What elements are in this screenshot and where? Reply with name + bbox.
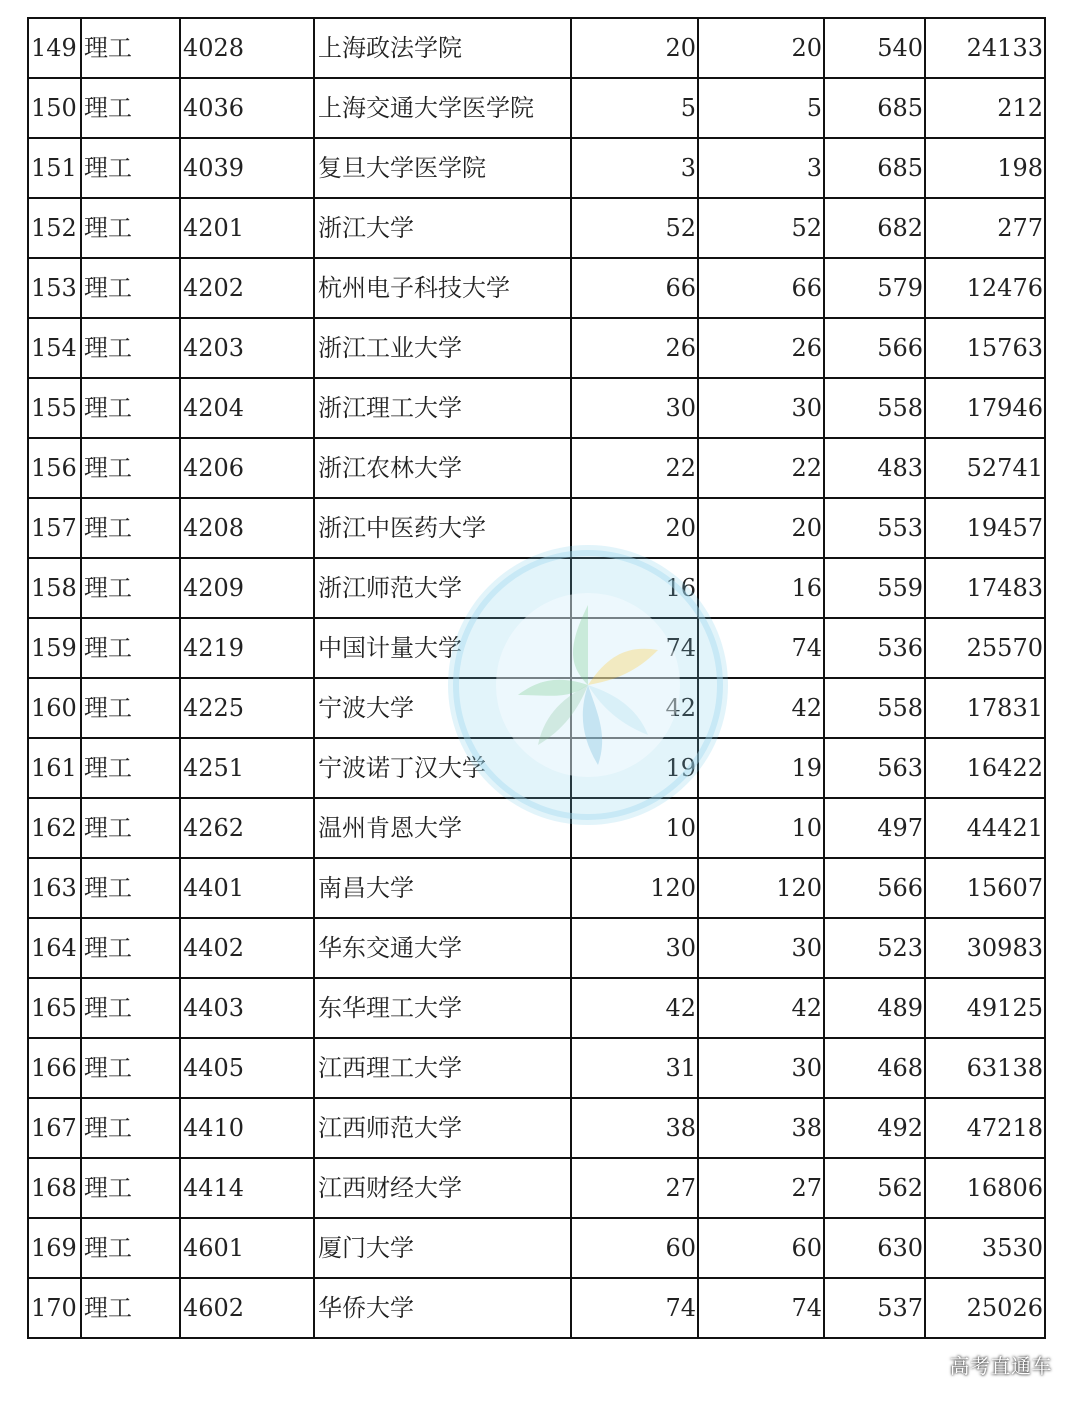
school-code-cell: 4403 [180,978,314,1038]
min-score-cell: 468 [824,1038,925,1098]
plan-count-cell: 5 [571,78,698,138]
category-cell: 理工 [81,1158,180,1218]
plan-count-cell: 16 [571,558,698,618]
row-number: 161 [28,738,81,798]
row-number: 164 [28,918,81,978]
min-score-cell: 492 [824,1098,925,1158]
row-number: 158 [28,558,81,618]
school-name-cell: 浙江中医药大学 [314,498,571,558]
category-cell: 理工 [81,1218,180,1278]
table-row [28,918,1045,978]
min-score-cell: 558 [824,378,925,438]
plan-count-cell: 66 [571,258,698,318]
min-score-cell: 566 [824,858,925,918]
school-code-cell: 4251 [180,738,314,798]
school-code-cell: 4262 [180,798,314,858]
school-code-cell: 4036 [180,78,314,138]
admitted-count-cell: 5 [698,78,824,138]
plan-count-cell: 120 [571,858,698,918]
min-score-cell: 537 [824,1278,925,1338]
school-name-cell: 浙江理工大学 [314,378,571,438]
category-cell: 理工 [81,918,180,978]
category-cell: 理工 [81,1038,180,1098]
school-name-cell: 华侨大学 [314,1278,571,1338]
admitted-count-cell: 42 [698,978,824,1038]
row-number: 168 [28,1158,81,1218]
rank-cell: 52741 [925,438,1045,498]
category-cell: 理工 [81,78,180,138]
school-code-cell: 4203 [180,318,314,378]
rank-cell: 19457 [925,498,1045,558]
row-number: 165 [28,978,81,1038]
category-cell: 理工 [81,738,180,798]
table-row [28,1158,1045,1218]
rank-cell: 24133 [925,18,1045,78]
table-row [28,1038,1045,1098]
min-score-cell: 630 [824,1218,925,1278]
category-cell: 理工 [81,618,180,678]
school-name-cell: 浙江师范大学 [314,558,571,618]
school-name-cell: 华东交通大学 [314,918,571,978]
school-name-cell: 东华理工大学 [314,978,571,1038]
plan-count-cell: 10 [571,798,698,858]
category-cell: 理工 [81,798,180,858]
admitted-count-cell: 74 [698,1278,824,1338]
admitted-count-cell: 27 [698,1158,824,1218]
row-number: 151 [28,138,81,198]
school-name-cell: 上海政法学院 [314,18,571,78]
school-code-cell: 4410 [180,1098,314,1158]
admitted-count-cell: 26 [698,318,824,378]
min-score-cell: 553 [824,498,925,558]
rank-cell: 63138 [925,1038,1045,1098]
row-number: 166 [28,1038,81,1098]
table-row [28,738,1045,798]
min-score-cell: 579 [824,258,925,318]
category-cell: 理工 [81,378,180,438]
plan-count-cell: 38 [571,1098,698,1158]
admitted-count-cell: 16 [698,558,824,618]
school-name-cell: 上海交通大学医学院 [314,78,571,138]
row-number: 167 [28,1098,81,1158]
school-code-cell: 4401 [180,858,314,918]
min-score-cell: 562 [824,1158,925,1218]
min-score-cell: 559 [824,558,925,618]
row-number: 150 [28,78,81,138]
admitted-count-cell: 52 [698,198,824,258]
school-code-cell: 4225 [180,678,314,738]
category-cell: 理工 [81,498,180,558]
admitted-count-cell: 20 [698,18,824,78]
school-code-cell: 4602 [180,1278,314,1338]
row-number: 159 [28,618,81,678]
min-score-cell: 489 [824,978,925,1038]
rank-cell: 198 [925,138,1045,198]
table-row [28,78,1045,138]
row-number: 157 [28,498,81,558]
school-name-cell: 温州肯恩大学 [314,798,571,858]
school-code-cell: 4405 [180,1038,314,1098]
admitted-count-cell: 22 [698,438,824,498]
table-row [28,318,1045,378]
category-cell: 理工 [81,198,180,258]
admitted-count-cell: 30 [698,918,824,978]
min-score-cell: 497 [824,798,925,858]
min-score-cell: 685 [824,78,925,138]
admitted-count-cell: 74 [698,618,824,678]
plan-count-cell: 3 [571,138,698,198]
admitted-count-cell: 60 [698,1218,824,1278]
school-name-cell: 江西财经大学 [314,1158,571,1218]
row-number: 149 [28,18,81,78]
min-score-cell: 566 [824,318,925,378]
table-row [28,18,1045,78]
rank-cell: 17831 [925,678,1045,738]
plan-count-cell: 74 [571,618,698,678]
admitted-count-cell: 66 [698,258,824,318]
plan-count-cell: 27 [571,1158,698,1218]
table-row [28,138,1045,198]
school-name-cell: 浙江农林大学 [314,438,571,498]
school-code-cell: 4039 [180,138,314,198]
plan-count-cell: 74 [571,1278,698,1338]
row-number: 160 [28,678,81,738]
admission-table [27,17,1046,1339]
rank-cell: 15607 [925,858,1045,918]
plan-count-cell: 42 [571,978,698,1038]
corner-watermark-text: 高考直通车 [949,1354,1052,1378]
admitted-count-cell: 42 [698,678,824,738]
school-code-cell: 4209 [180,558,314,618]
admitted-count-cell: 30 [698,378,824,438]
school-name-cell: 厦门大学 [314,1218,571,1278]
min-score-cell: 536 [824,618,925,678]
category-cell: 理工 [81,858,180,918]
min-score-cell: 685 [824,138,925,198]
table-row [28,558,1045,618]
school-code-cell: 4201 [180,198,314,258]
rank-cell: 49125 [925,978,1045,1038]
rank-cell: 25570 [925,618,1045,678]
rank-cell: 277 [925,198,1045,258]
category-cell: 理工 [81,978,180,1038]
min-score-cell: 563 [824,738,925,798]
school-name-cell: 南昌大学 [314,858,571,918]
school-code-cell: 4202 [180,258,314,318]
rank-cell: 30983 [925,918,1045,978]
table-row [28,678,1045,738]
school-code-cell: 4601 [180,1218,314,1278]
table-row [28,1098,1045,1158]
plan-count-cell: 52 [571,198,698,258]
rank-cell: 15763 [925,318,1045,378]
min-score-cell: 540 [824,18,925,78]
admitted-count-cell: 10 [698,798,824,858]
rank-cell: 16806 [925,1158,1045,1218]
school-name-cell: 杭州电子科技大学 [314,258,571,318]
category-cell: 理工 [81,1278,180,1338]
category-cell: 理工 [81,318,180,378]
row-number: 170 [28,1278,81,1338]
row-number: 153 [28,258,81,318]
plan-count-cell: 30 [571,378,698,438]
rank-cell: 25026 [925,1278,1045,1338]
admitted-count-cell: 19 [698,738,824,798]
table-row [28,858,1045,918]
school-name-cell: 江西师范大学 [314,1098,571,1158]
category-cell: 理工 [81,438,180,498]
school-name-cell: 江西理工大学 [314,1038,571,1098]
rank-cell: 17946 [925,378,1045,438]
plan-count-cell: 19 [571,738,698,798]
table-row [28,378,1045,438]
category-cell: 理工 [81,138,180,198]
admitted-count-cell: 20 [698,498,824,558]
rank-cell: 12476 [925,258,1045,318]
row-number: 169 [28,1218,81,1278]
min-score-cell: 558 [824,678,925,738]
admitted-count-cell: 30 [698,1038,824,1098]
rank-cell: 17483 [925,558,1045,618]
school-name-cell: 浙江工业大学 [314,318,571,378]
school-code-cell: 4204 [180,378,314,438]
category-cell: 理工 [81,258,180,318]
plan-count-cell: 20 [571,498,698,558]
table-row [28,1278,1045,1338]
min-score-cell: 483 [824,438,925,498]
rank-cell: 212 [925,78,1045,138]
plan-count-cell: 60 [571,1218,698,1278]
table-row [28,258,1045,318]
table-row [28,198,1045,258]
school-code-cell: 4028 [180,18,314,78]
plan-count-cell: 22 [571,438,698,498]
rank-cell: 47218 [925,1098,1045,1158]
admitted-count-cell: 3 [698,138,824,198]
table-row [28,438,1045,498]
school-name-cell: 浙江大学 [314,198,571,258]
row-number: 155 [28,378,81,438]
school-code-cell: 4414 [180,1158,314,1218]
min-score-cell: 523 [824,918,925,978]
school-code-cell: 4219 [180,618,314,678]
school-name-cell: 中国计量大学 [314,618,571,678]
category-cell: 理工 [81,558,180,618]
rank-cell: 44421 [925,798,1045,858]
school-code-cell: 4208 [180,498,314,558]
table-row [28,978,1045,1038]
admitted-count-cell: 38 [698,1098,824,1158]
row-number: 162 [28,798,81,858]
plan-count-cell: 31 [571,1038,698,1098]
rank-cell: 16422 [925,738,1045,798]
category-cell: 理工 [81,678,180,738]
category-cell: 理工 [81,18,180,78]
row-number: 152 [28,198,81,258]
plan-count-cell: 26 [571,318,698,378]
table-row [28,798,1045,858]
school-code-cell: 4402 [180,918,314,978]
table-row [28,498,1045,558]
plan-count-cell: 42 [571,678,698,738]
plan-count-cell: 30 [571,918,698,978]
row-number: 163 [28,858,81,918]
school-code-cell: 4206 [180,438,314,498]
school-name-cell: 宁波诺丁汉大学 [314,738,571,798]
row-number: 154 [28,318,81,378]
admitted-count-cell: 120 [698,858,824,918]
school-name-cell: 宁波大学 [314,678,571,738]
rank-cell: 3530 [925,1218,1045,1278]
plan-count-cell: 20 [571,18,698,78]
table-body [28,18,1045,1338]
min-score-cell: 682 [824,198,925,258]
table-row [28,618,1045,678]
row-number: 156 [28,438,81,498]
category-cell: 理工 [81,1098,180,1158]
table-row [28,1218,1045,1278]
school-name-cell: 复旦大学医学院 [314,138,571,198]
